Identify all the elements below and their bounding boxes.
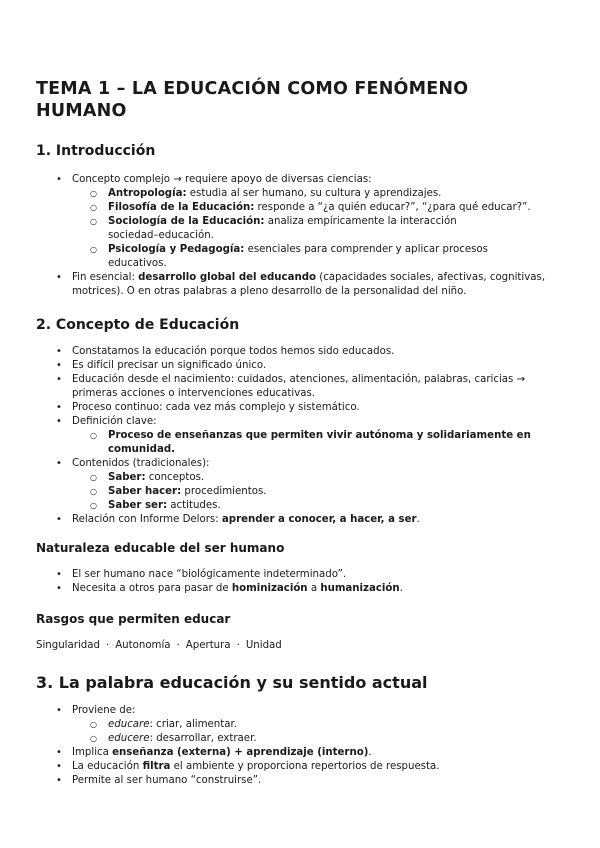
list-subitem: ○ Proceso de enseñanzas que permiten vivir autónoma y solidariamente en comunidad. [36,429,564,457]
rasgo-item: Singularidad [36,640,100,651]
list-subitem: ○ Filosofía de la Educación: responde a “¿a quién educar?”, “¿para qué educar?”. [36,201,564,215]
list-subitem: ○ Sociología de la Educación: analiza empíricamente la interacción sociedad–educación. [36,215,564,243]
naturaleza-list [36,568,564,596]
separator: · [236,640,240,651]
section-palabra-heading: 3. La palabra educación y su sentido actual [36,673,428,692]
list-subitem: ○ educare: criar, alimentar. [36,718,564,732]
rasgo-item: Unidad [245,640,282,651]
list-subitem: ○ Saber: conceptos. [36,471,564,485]
list-item: • Proviene de: [36,704,564,718]
list-item: • Concepto complejo → requiere apoyo de diversas ciencias: [36,173,564,187]
list-subitem: ○ Saber hacer: procedimientos. [36,485,564,499]
rasgo-item: Apertura [185,640,231,651]
list-item: • El ser humano nace “biológicamente indeterminado”. [36,568,564,582]
rasgo-item: Autonomía [115,640,171,651]
list-subitem: ○ Saber ser: actitudes. [36,499,564,513]
list-item: • Educación desde el nacimiento: cuidados, atenciones, alimentación, palabras, caricias → primeras acciones o intervenciones educativas. [36,373,564,401]
section-concepto-heading: 2. Concepto de Educación [36,317,240,333]
list-subitem: ○ educere: desarrollar, extraer. [36,732,564,746]
section-introduccion-heading: 1. Introducción [36,143,156,159]
list-item: • Proceso continuo: cada vez más complejo y sistemático. [36,401,564,415]
list-item: • Contenidos (tradicionales): [36,457,564,471]
naturaleza-heading: Naturaleza educable del ser humano [36,541,285,555]
list-item: • Fin esencial: desarrollo global del educando (capacidades sociales, afectivas, cognitivas, [36,271,564,285]
introduccion-list [36,173,564,285]
list-item: • Necesita a otros para pasar de hominización a humanización. [36,582,564,596]
rasgos-line [36,640,282,651]
list-subitem: ○ Psicología y Pedagogía: esenciales para comprender y aplicar procesos educativos. [36,243,564,271]
document-title: TEMA 1 – LA EDUCACIÓN COMO FENÓMENO HUMANO [36,79,469,121]
separator: · [105,640,110,651]
list-item: • Permite al ser humano “construirse”. [36,774,564,788]
separator: · [176,640,180,651]
list-item: • Constatamos la educación porque todos hemos sido educados. [36,345,564,359]
concepto-list [36,345,564,527]
palabra-list [36,704,564,788]
list-subitem: ○ Antropología: estudia al ser humano, su cultura y aprendizajes. [36,187,564,201]
list-item: • La educación filtra el ambiente y proporciona repertorios de respuesta. [36,760,564,774]
list-item: • Relación con Informe Delors: aprender a conocer, a hacer, a ser. [36,513,564,527]
list-item: • Implica enseñanza (externa) + aprendizaje (interno). [36,746,564,760]
list-item: • Es difícil precisar un significado único. [36,359,564,373]
list-item-continuation: motrices). O en otras palabras a pleno desarrollo de la personalidad del niño. [72,286,467,297]
rasgos-heading: Rasgos que permiten educar [36,612,231,626]
list-item: • Definición clave: [36,415,564,429]
